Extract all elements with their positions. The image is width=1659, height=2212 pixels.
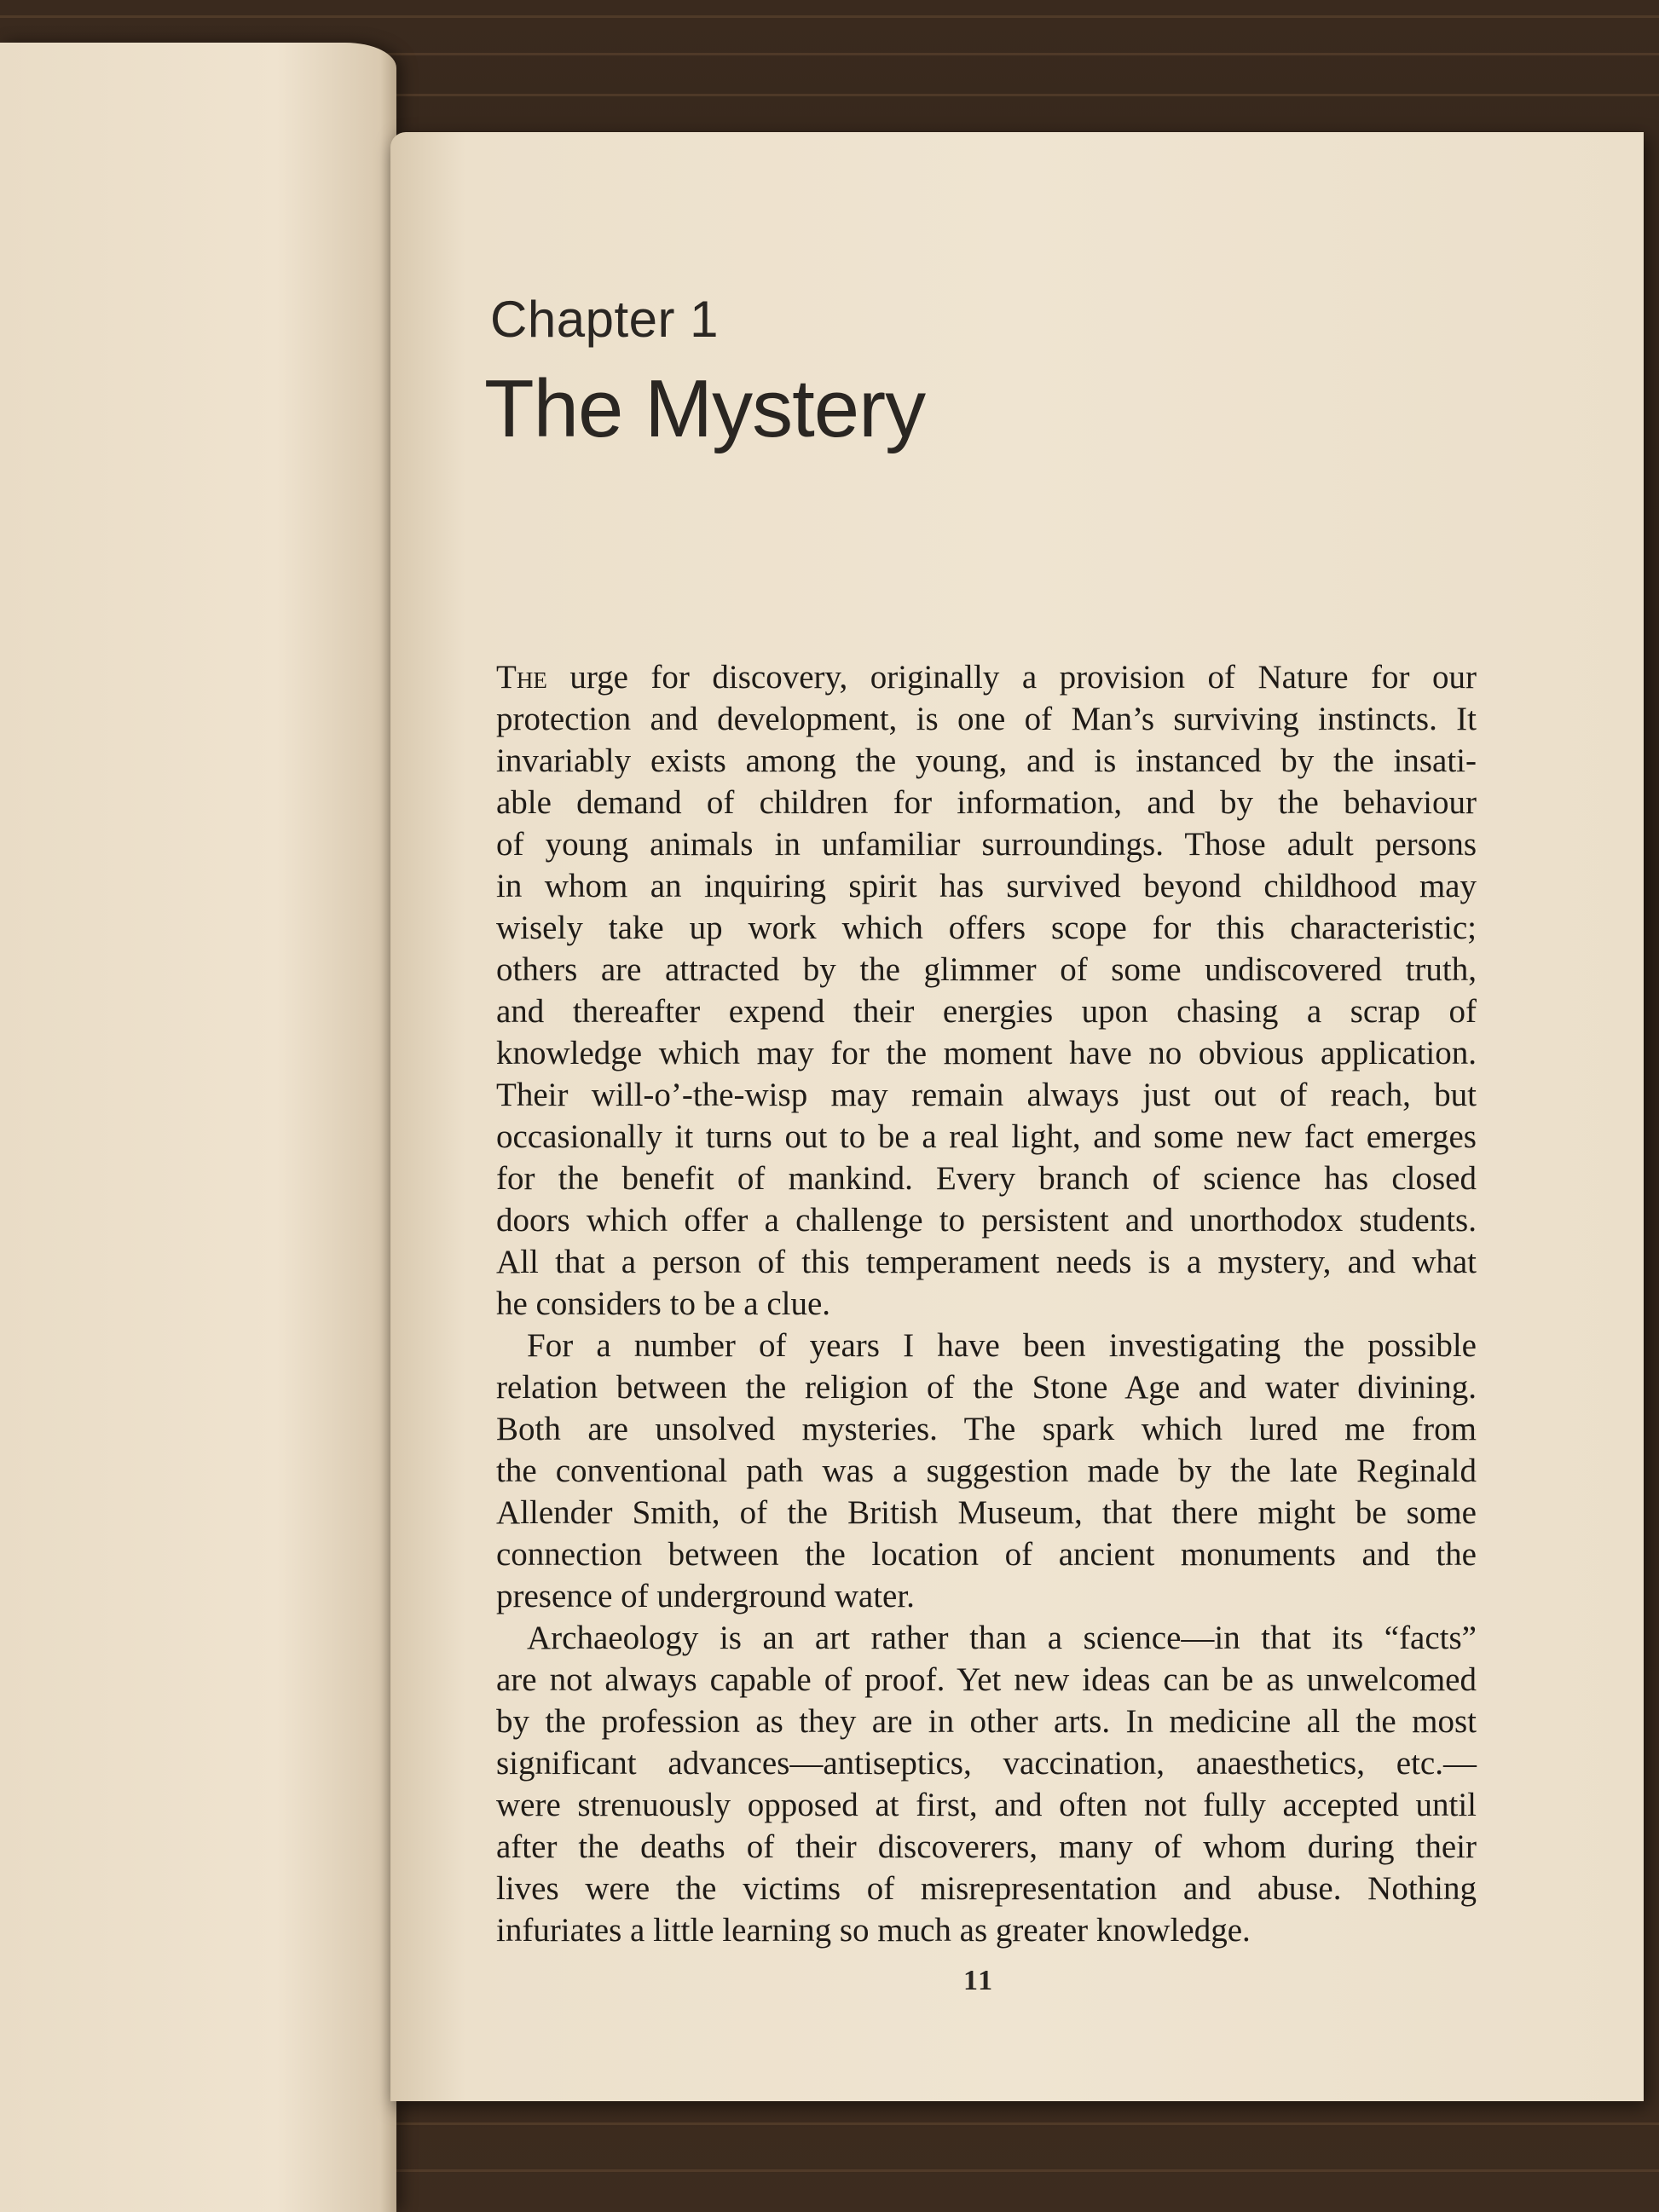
text-line: in whom an inquiring spirit has survived beyond childhood may xyxy=(496,868,1477,904)
text-line: protection and development, is one of Man’s surviving instincts. It xyxy=(496,701,1477,737)
text-line: he considers to be a clue. xyxy=(496,1285,831,1322)
chapter-title: The Mystery xyxy=(484,363,926,454)
text-line: able demand of children for information, and by the behaviour xyxy=(496,784,1477,821)
text-line: connection between the location of ancient monuments and the xyxy=(496,1536,1477,1573)
text-line: presence of underground water. xyxy=(496,1578,915,1614)
text-line: significant advances—antiseptics, vaccination, anaesthetics, etc.— xyxy=(496,1745,1477,1782)
text-line: for the benefit of mankind. Every branch of science has closed xyxy=(496,1160,1477,1197)
page-number: 11 xyxy=(963,1965,995,1996)
text-line: doors which offer a challenge to persistent and unorthodox students. xyxy=(496,1202,1477,1239)
paragraph-3 xyxy=(496,1617,1477,1951)
text-line: knowledge which may for the moment have no obvious application. xyxy=(496,1035,1477,1071)
text-line: the conventional path was a suggestion made by the late Reginald xyxy=(496,1453,1477,1489)
text-line: The urge for discovery, originally a provision of Nature for our xyxy=(496,659,1477,696)
paragraph-1 xyxy=(496,656,1477,1325)
drop-word: The xyxy=(496,659,547,696)
left-page xyxy=(0,43,396,2212)
text-line: Allender Smith, of the British Museum, that there might be some xyxy=(496,1494,1477,1531)
text-line: others are attracted by the glimmer of some undiscovered truth, xyxy=(496,951,1477,988)
text-line: were strenuously opposed at first, and often not fully accepted until xyxy=(496,1787,1477,1823)
text-line: lives were the victims of misrepresentation and abuse. Nothing xyxy=(496,1870,1477,1907)
text-line: and thereafter expend their energies upon chasing a scrap of xyxy=(496,993,1477,1030)
text-line: All that a person of this temperament needs is a mystery, and what xyxy=(496,1244,1477,1280)
text-line: wisely take up work which offers scope for this characteristic; xyxy=(496,910,1477,946)
text-line: For a number of years I have been investigating the possible xyxy=(527,1327,1477,1364)
text-line: invariably exists among the young, and is instanced by the insati- xyxy=(496,742,1477,779)
text-line: Archaeology is an art rather than a science—in that its “facts” xyxy=(527,1620,1477,1656)
chapter-number: Chapter 1 xyxy=(490,291,719,348)
text-line: occasionally it turns out to be a real light, and some new fact emerges xyxy=(496,1118,1477,1155)
body-text xyxy=(496,656,1477,1951)
text-line: after the deaths of their discoverers, many of whom during their xyxy=(496,1828,1477,1865)
text-line: Their will-o’-the-wisp may remain always just out of reach, but xyxy=(496,1077,1477,1113)
paragraph-2 xyxy=(496,1325,1477,1617)
text-line: Both are unsolved mysteries. The spark which lured me from xyxy=(496,1411,1477,1447)
text-line: infuriates a little learning so much as greater knowledge. xyxy=(496,1912,1251,1949)
text-line: by the profession as they are in other arts. In medicine all the most xyxy=(496,1703,1477,1740)
text-line: of young animals in unfamiliar surroundings. Those adult persons xyxy=(496,826,1477,863)
wood-grain xyxy=(0,15,1659,18)
text-line: are not always capable of proof. Yet new ideas can be as unwelcomed xyxy=(496,1661,1477,1698)
text-line: relation between the religion of the Stone Age and water divining. xyxy=(496,1369,1477,1406)
